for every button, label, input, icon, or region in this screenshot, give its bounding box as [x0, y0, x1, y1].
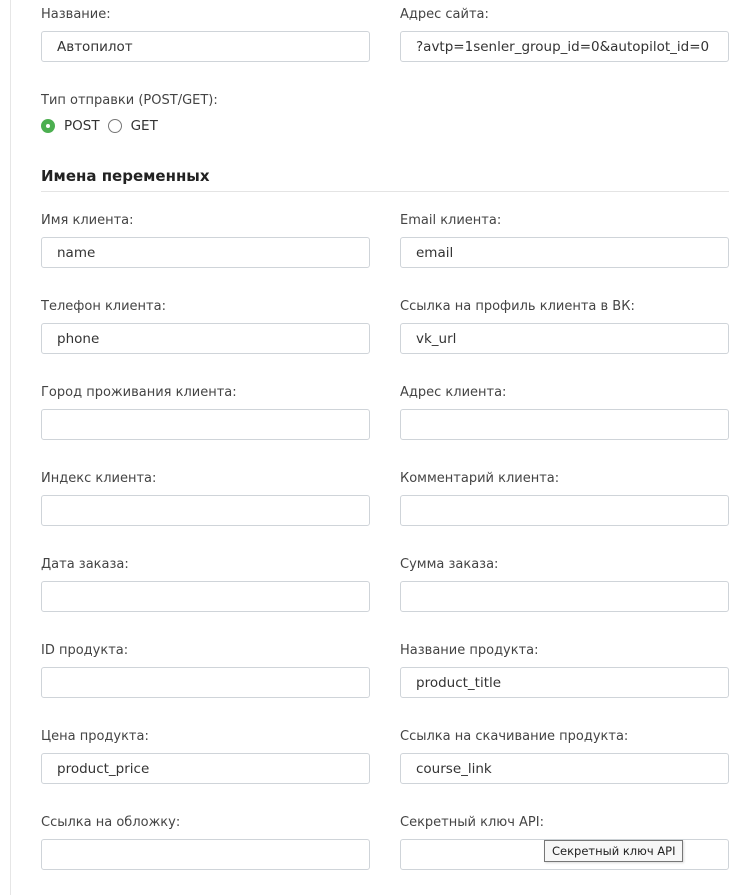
client-comment-input[interactable] [400, 495, 729, 526]
product-title-input[interactable] [400, 667, 729, 698]
client-city-label: Город проживания клиента: [41, 385, 237, 400]
name-input[interactable] [41, 31, 370, 62]
client-email-label: Email клиента: [400, 213, 502, 228]
product-title-label: Название продукта: [400, 643, 539, 658]
method-radio-get[interactable] [108, 118, 158, 134]
radio-unchecked-icon[interactable] [108, 119, 122, 133]
order-date-label: Дата заказа: [41, 557, 129, 572]
radio-checked-icon[interactable] [41, 119, 55, 133]
product-price-input[interactable] [41, 753, 370, 784]
cover-link-label: Ссылка на обложку: [41, 815, 181, 830]
client-address-label: Адрес клиента: [400, 385, 507, 400]
client-email-input[interactable] [400, 237, 729, 268]
client-vk-input[interactable] [400, 323, 729, 354]
order-date-input[interactable] [41, 581, 370, 612]
client-vk-label: Ссылка на профиль клиента в ВК: [400, 299, 635, 314]
section-divider [41, 191, 729, 192]
client-city-input[interactable] [41, 409, 370, 440]
client-name-input[interactable] [41, 237, 370, 268]
site-input[interactable] [400, 31, 729, 62]
client-index-input[interactable] [41, 495, 370, 526]
radio-post-label: POST [64, 118, 100, 134]
api-key-tooltip: Секретный ключ API [544, 840, 683, 862]
method-radio-group [41, 117, 166, 135]
order-sum-label: Сумма заказа: [400, 557, 499, 572]
radio-get-label: GET [130, 118, 158, 134]
product-id-label: ID продукта: [41, 643, 129, 658]
product-download-input[interactable] [400, 753, 729, 784]
cover-link-input[interactable] [41, 839, 370, 870]
client-address-input[interactable] [400, 409, 729, 440]
section-title: Имена переменных [41, 167, 210, 185]
client-phone-label: Телефон клиента: [41, 299, 166, 314]
client-comment-label: Комментарий клиента: [400, 471, 560, 486]
method-label: Тип отправки (POST/GET): [41, 93, 218, 108]
product-download-label: Ссылка на скачивание продукта: [400, 729, 629, 744]
product-price-label: Цена продукта: [41, 729, 149, 744]
product-id-input[interactable] [41, 667, 370, 698]
method-radio-post[interactable] [41, 118, 100, 134]
api-key-label: Секретный ключ API: [400, 815, 544, 830]
client-index-label: Индекс клиента: [41, 471, 157, 486]
order-sum-input[interactable] [400, 581, 729, 612]
client-name-label: Имя клиента: [41, 213, 134, 228]
site-label: Адрес сайта: [400, 7, 489, 22]
name-label: Название: [41, 7, 111, 22]
client-phone-input[interactable] [41, 323, 370, 354]
